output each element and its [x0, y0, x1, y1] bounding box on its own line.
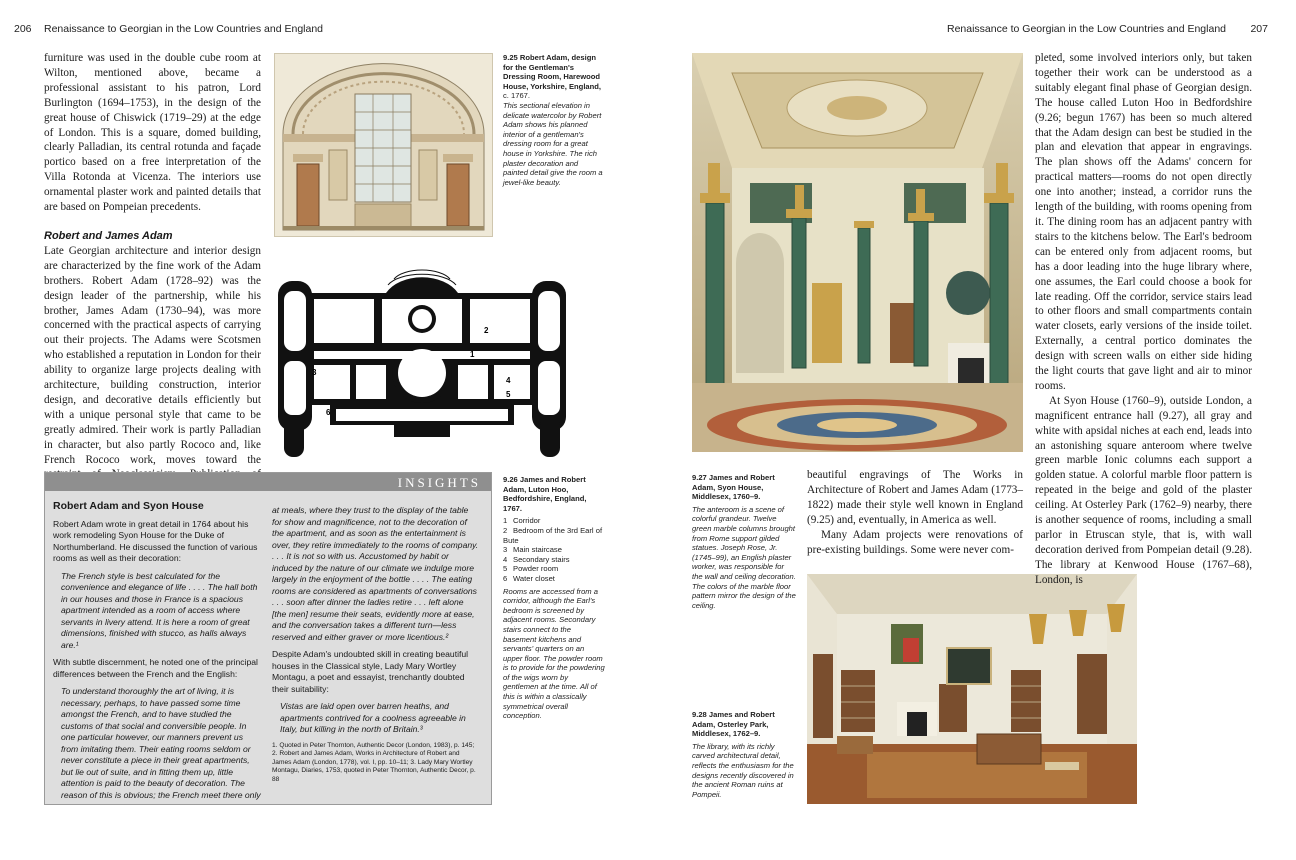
- legend-item: 2 Bedroom of the 3rd Earl of Bute: [503, 525, 603, 545]
- right-paragraph-1: pleted, some involved interiors only, but taken together their work can be understood as a suitably elegant final phase of Georgian design. The house called Luton Hoo in Bedfordshire (9.26; begun 1767) has been so much altered that the Adam design can best be studied in the plan and elevation that appear in engravings. The plan shows off the Adams' concern for practical matters—rooms do not open directly one into another; instead, a corridor runs the length of the building, with rooms opening from it. The dining room has an adjacent pantry with stairs to the kitchens below. The Earl's bedroom can be entered only from adjacent rooms, but has a door leading into the huge library where, one assumes, the Earl could choose a book for late reading. Off the corridor, service stairs lead to other floors and small compartments contain water closets, early versions of the inside toilet. Externally, a central portico dominates the design with screen walls on either side hiding the light courts that gave light and air to minor rooms.: [1035, 52, 1252, 392]
- insights-column-2: [272, 505, 480, 790]
- insights-quote-1: The French style is best calculated for the convenience and elegance of life . . . . The hall both in our houses and those in France is a spacious apartment intended as a room of access where servants in livery attend. It is here a room of great dimensions, finished with stucco, as halls always are.¹: [61, 570, 258, 650]
- section-paragraph: Late Georgian architecture and interior design are characterized by the fine work of the Adam brothers. Robert Adam (1728–92) was the design leader of the partnership, while his brother, James Adam (1730–94), was more concerned with the practical aspects of carrying out their projects. The Adams were Scotsmen who established a reputation in London for their ability to organize large projects dealing with architecture, building construction, interior design, and decorative details efficiently but with a unique personal style that came to be greatly admired. Their work is partly Palladian in character, but also partly Rococo and, like French Rococo work, moves toward the: [44, 244, 261, 466]
- svg-text:5: 5: [506, 390, 511, 399]
- fig-926-body: Rooms are accessed from a corridor, although the Earl's bedroom is screened by adjacent rooms. Secondary stairs connect to the basement kitchens and servants' quarters on an upper floor. The powder room is to provide for the powdering of the wigs worn by gentlemen at the time. All of this is within a classically symmetrical overall conception.: [503, 586, 605, 721]
- page-number-left: 206: [14, 23, 32, 35]
- fig-925-caption: [503, 53, 605, 187]
- fig-927-caption: [692, 473, 796, 610]
- insights-label: INSIGHTS: [397, 475, 481, 490]
- legend-item: 4 Secondary stairs: [503, 554, 570, 564]
- fig-926-title: 9.26 James and Robert Adam, Luton Hoo, Bedfordshire, England, 1767.: [503, 475, 587, 513]
- insights-quote-3: at meals, where they trust to the display of the table for show and magnificence, not to the decoration of the apartment, and as soon as the entertainment is over, they retire immediately to the rooms of company. . . . It is not so with us. Accustomed by habit or induced by the nature of our climate we indulge more largely in the enjoyment of the bottle . . . . The eating rooms are considered as apartments of conversations . . . soon after dinner the ladies retire . . . left alone [the men] resume their seats, evidently more at ease, and the conversation takes a different turn—less reserved and either graver or more licentious.²: [272, 505, 479, 642]
- svg-text:3: 3: [312, 368, 317, 377]
- fig-928-title: 9.28 James and Robert Adam, Osterley Park, Middlesex, 1762–9.: [692, 710, 775, 739]
- left-column-text: [44, 51, 261, 497]
- syon-anteroom-icon: [692, 53, 1023, 452]
- right-column-text: [1035, 51, 1252, 588]
- fig-927-title: 9.27 James and Robert Adam, Syon House, Middlesex, 1760–9.: [692, 473, 775, 502]
- intro-paragraph: furniture was used in the double cube room at Wilton, mentioned above, became a professional assistant to his patron, Lord Burlington (1694–1753), in the design of the great house of Chiswick (1719–29) at the edge of London. This is a square, domed building, clearly Palladian, its central rotunda and façade portico based on a free interpretation of the Villa Rotonda at Vicenza. The interiors use ornamental plaster work and painted details that are based on Pompeian precedents.: [44, 52, 261, 214]
- fig-926-caption: [503, 475, 605, 721]
- fig-927-photo: [692, 53, 1023, 452]
- insights-column-1: [53, 501, 261, 807]
- fig-925-title: 9.25 Robert Adam, design for the Gentleman's Dressing Room, Harewood House, Yorkshire, England,: [503, 53, 602, 91]
- legend-item: 6 Water closet: [503, 573, 555, 583]
- svg-text:1: 1: [470, 350, 475, 359]
- legend-item: 5 Powder room: [503, 564, 559, 574]
- insights-quote-4: Vistas are laid open over barren heaths, and apartments contrived for a coolness agreeable in Italy, but killing in the north of Britain.³: [280, 701, 466, 734]
- insights-p1: Robert Adam wrote in great detail in 1764 about his work remodeling Syon House for the Duke of Northumberland. He discussed the function of various rooms as well as their decoration:: [53, 518, 258, 563]
- mid-column-text: [807, 468, 1023, 557]
- legend-item: 3 Main staircase: [503, 545, 562, 555]
- svg-text:2: 2: [484, 326, 489, 335]
- mid-paragraph-2: Many Adam projects were renovations of pre-existing buildings. Some were never com-: [807, 528, 1023, 556]
- fig-926-floor-plan: [274, 265, 570, 465]
- fig-926-legend: [503, 516, 605, 583]
- fig-925-date: c. 1767.: [503, 91, 531, 101]
- osterley-library-icon: [807, 574, 1137, 804]
- luton-hoo-plan-icon: [274, 265, 570, 465]
- fig-925-body: This sectional elevation in delicate watercolor by Robert Adam shows his planned interior of a gentleman's dressing room for a great house in Yorkshire. The rich plaster decoration and painted detail give the room a jewel-like beauty.: [503, 100, 603, 187]
- fig-928-caption: [692, 710, 796, 799]
- page-number-right: 207: [1250, 23, 1268, 35]
- insights-notes: 1. Quoted in Peter Thornton, Authentic Decor (London, 1983), p. 145; 2. Robert and James Adam, Works in Architecture of Robert and James Adam (London, 1778), vol. I, pp. 10–11; 3. Lady Mary Wortley Montagu, Diaries, 1753, quoted in Peter Thornton, Authentic Decor, p. 88: [272, 741, 476, 783]
- insights-box: [44, 472, 492, 805]
- running-head-left: Renaissance to Georgian in the Low Countries and England: [44, 23, 324, 35]
- mid-paragraph-1: beautiful engravings of The Works in Architecture of Robert and James Adam (1773–1822) made their style well known in England (9.25) and, eventually, in America as well.: [807, 469, 1023, 526]
- svg-text:4: 4: [506, 376, 511, 385]
- fig-928-photo: [807, 574, 1137, 804]
- section-heading: Robert and James Adam: [44, 229, 173, 242]
- svg-text:6: 6: [326, 408, 331, 417]
- legend-item: 1 Corridor: [503, 516, 541, 526]
- insights-title: Robert Adam and Syon House: [53, 500, 204, 512]
- fig-925-watercolor: [274, 53, 493, 237]
- dressing-room-elevation-icon: [275, 54, 492, 236]
- running-head-right: Renaissance to Georgian in the Low Countries and England: [946, 23, 1226, 35]
- insights-quote-2: To understand thoroughly the art of living, it is necessary, perhaps, to have passed some time amongst the French, and to have studied the customs of that social and conversible people. In one particular however, our manners prevent us from imitating them. Their eating rooms seldom or never constitute a piece in their great apartments, but lie out of suite, and in fitting them up, little attention is paid to the beauty of decoration. The reason of this is obvious; the French meet there only: [61, 686, 261, 800]
- insights-p2: With subtle discernment, he noted one of the principal differences between the French and the English:: [53, 657, 258, 679]
- fig-927-body: The anteroom is a scene of colorful grandeur. Twelve green marble columns brought from Rome support gilded statues. Joseph Rose, Jr. (1745–99), an English plaster worker, was responsible for the wall and ceiling decoration. The colors of the marble floor pattern mirror the design of the ceiling.: [692, 504, 796, 610]
- right-paragraph-2: At Syon House (1760–9), outside London, a magnificent entrance hall (9.27), all gray and white with apsidal niches at each end, leads into an astonishing square anteroom where twelve green marble Ionic columns each support a golden statue. A colorful marble floor pattern is repeated in the beige and gold of the plaster ceiling. At Osterley Park (1762–9) nearby, there is another sequence of rooms, including a small parlor in Etruscan style, that is, with wall decoration derived from Pompeian detail (9.28). The library at Kenwood House (1767–68), London, is: [1035, 394, 1252, 586]
- insights-p3: Despite Adam's undoubted skill in creating beautiful houses in the Classical style, Lady Mary Wortley Montagu, a poet and essayist, trenchantly doubted their suitability:: [272, 649, 469, 694]
- fig-928-body: The library, with its richly carved architectural detail, reflects the enthusiasm for the designs recently discovered in the ancient Roman ruins at Pompeii.: [692, 741, 794, 799]
